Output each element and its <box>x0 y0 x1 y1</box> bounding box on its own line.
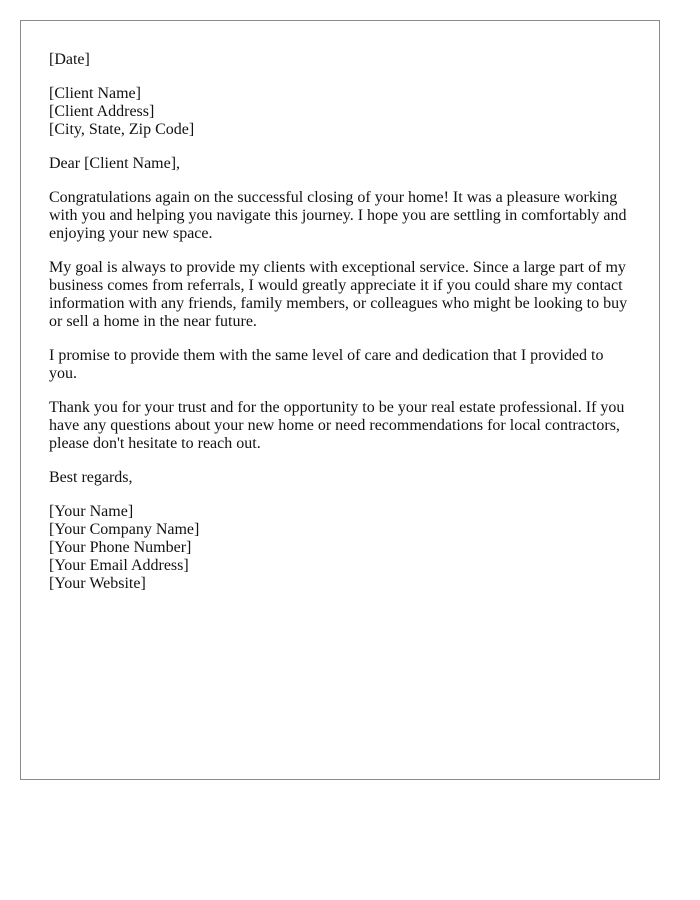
recipient-city-state-zip: [City, State, Zip Code] <box>49 121 195 138</box>
salutation: Dear [Client Name], <box>49 155 181 172</box>
signature-name: [Your Name] <box>49 503 134 520</box>
recipient-address-block <box>49 85 635 139</box>
signature-website: [Your Website] <box>49 575 146 592</box>
paragraph-referral-request: My goal is always to provide my clients with exceptional service. Since a large part of my business comes from referrals, I would greatly appreciate it if you could share my contact information with any friends, family members, or colleagues who might be looking to buy or sell a home in the near future. <box>49 259 628 330</box>
signature-phone: [Your Phone Number] <box>49 539 192 556</box>
paragraph-congratulations: Congratulations again on the successful closing of your home! It was a pleasure working with you and helping you navigate this journey. I hope you are settling in comfortably and enjoying your new space. <box>49 189 627 242</box>
paragraph-thank-you: Thank you for your trust and for the opportunity to be your real estate professional. If you have any questions about your new home or need recommendations for local contractors, please don't hesitate to reach out. <box>49 399 625 452</box>
date-block <box>49 51 635 69</box>
signature-company: [Your Company Name] <box>49 521 200 538</box>
recipient-name: [Client Name] <box>49 85 141 102</box>
signature-block <box>49 503 635 593</box>
closing-block <box>49 469 635 487</box>
closing: Best regards, <box>49 469 133 486</box>
letter-date: [Date] <box>49 51 90 68</box>
letter-page <box>20 20 660 780</box>
letter-body <box>49 51 635 609</box>
recipient-address: [Client Address] <box>49 103 155 120</box>
salutation-block <box>49 155 635 173</box>
paragraph-promise: I promise to provide them with the same level of care and dedication that I provided to you. <box>49 347 604 382</box>
signature-email: [Your Email Address] <box>49 557 189 574</box>
